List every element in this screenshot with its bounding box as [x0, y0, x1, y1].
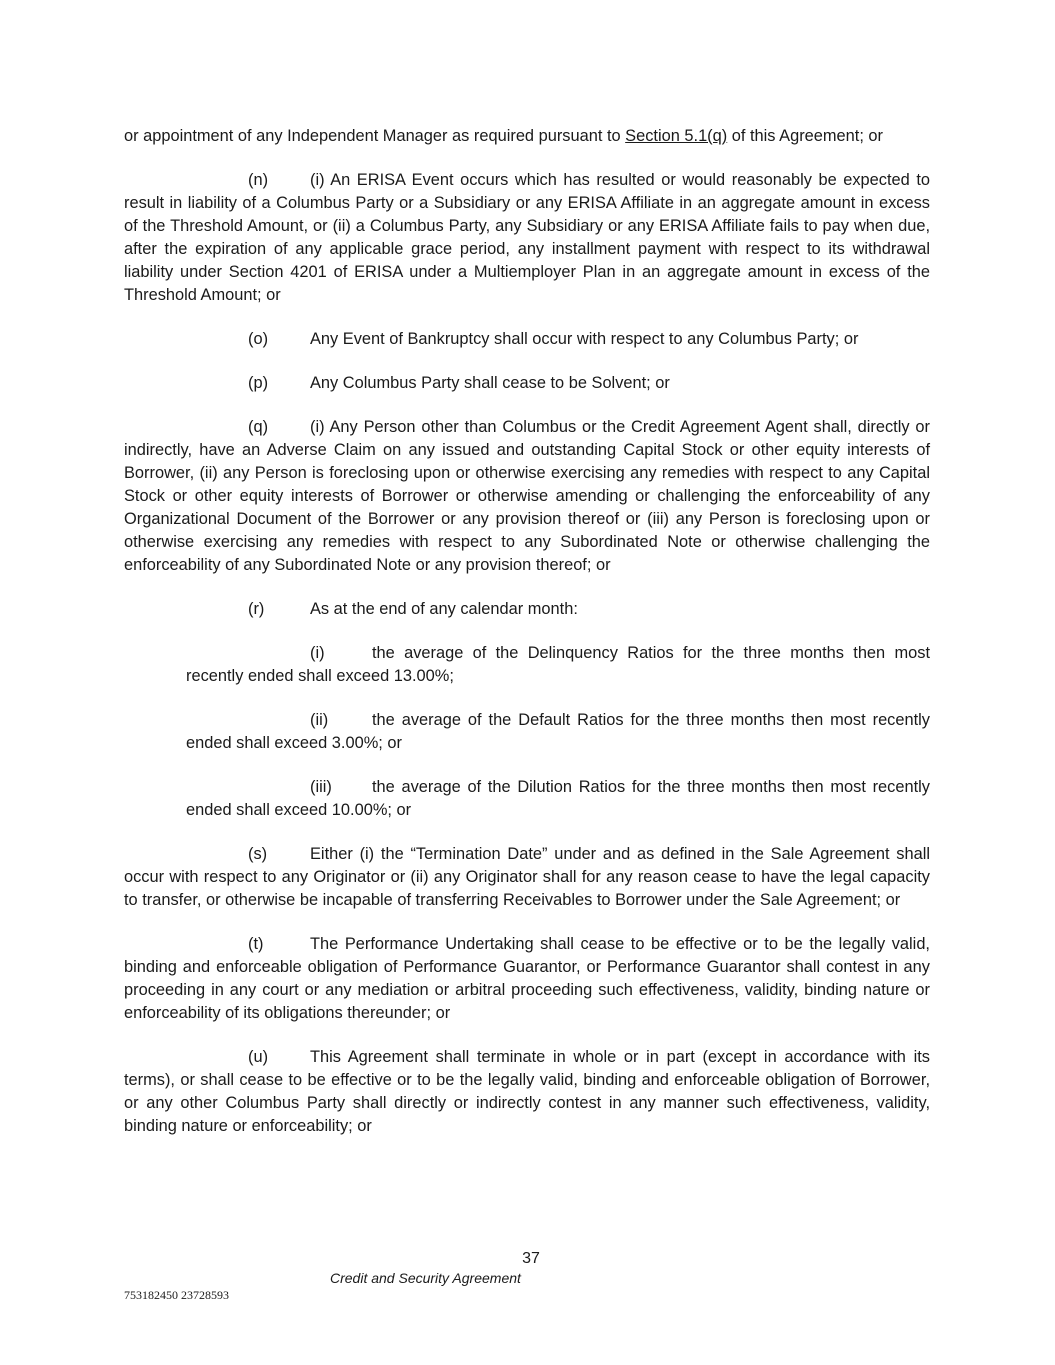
clause-p	[124, 372, 930, 395]
clause-text: Any Columbus Party shall cease to be Solvent; or	[310, 374, 670, 392]
clause-n	[124, 169, 930, 307]
document-id: 753182450 23728593	[124, 1288, 229, 1302]
clause-label: (p)	[248, 374, 269, 392]
clause-s	[124, 843, 930, 912]
clause-r	[124, 598, 930, 621]
clause-label: (o)	[248, 330, 269, 348]
subclause-r-i	[186, 642, 930, 688]
clause-label: (u)	[248, 1048, 269, 1066]
clause-label: (q)	[248, 418, 269, 436]
clause-text: As at the end of any calendar month:	[310, 600, 578, 618]
document-body	[124, 125, 930, 1138]
clause-label: (r)	[248, 600, 265, 618]
section-reference: Section 5.1(q)	[625, 127, 728, 145]
subclause-text: the average of the Delinquency Ratios for the three months then most recently ended shall exceed 13.00%;	[186, 644, 930, 685]
clause-o	[124, 328, 930, 351]
clause-t	[124, 933, 930, 1025]
page-number: 37	[522, 1250, 540, 1267]
subclause-text: the average of the Dilution Ratios for the three months then most recently ended shall exceed 10.00%; or	[186, 778, 930, 819]
intro-paragraph: or appointment of any Independent Manager as required pursuant to Section 5.1(q) of this Agreement; or	[124, 127, 884, 145]
subclause-r-ii	[186, 709, 930, 755]
clause-label: (s)	[248, 845, 268, 863]
subclause-r-iii	[186, 776, 930, 822]
clause-text: Any Event of Bankruptcy shall occur with respect to any Columbus Party; or	[310, 330, 859, 348]
clause-text: (i) Any Person other than Columbus or the Credit Agreement Agent shall, directly or indirectly, have an Adverse Claim on any issued and outstanding Capital Stock or other equity interests of Borrower, (ii) any Person is foreclosing upon or otherwise exercising any remedies with respect to any Capital Stock or other equity interests of Borrower or otherwise amending or challenging the enforceability of any Organizational Document of the Borrower or any provision thereof or (iii) any Person is foreclosing upon or otherwise exercising any remedies with respect to any Subordinated Note or otherwise challenging the enforceability of any Subordinated Note or any provision thereof; or	[124, 418, 930, 574]
clause-label: (t)	[248, 935, 264, 953]
clause-text: Either (i) the “Termination Date” under and as defined in the Sale Agreement shall occur with respect to any Originator or (ii) any Originator shall for any reason cease to have the legal capacity to transfer, or otherwise be incapable of transferring Receivables to Borrower under the Sale Agreement; or	[124, 845, 930, 909]
clause-label: (n)	[248, 171, 269, 189]
clause-u	[124, 1046, 930, 1138]
clause-q	[124, 416, 930, 577]
subclause-label: (i)	[310, 644, 325, 662]
clause-text: (i) An ERISA Event occurs which has resulted or would reasonably be expected to result in liability of a Columbus Party or a Subsidiary or any ERISA Affiliate in an aggregate amount in excess of the Threshold Amount, or (ii) a Columbus Party, any Subsidiary or any ERISA Affiliate fails to pay when due, after the expiration of any applicable grace period, any installment payment with respect to its withdrawal liability under Section 4201 of ERISA under a Multiemployer Plan in an aggregate amount in excess of the Threshold Amount; or	[124, 171, 930, 304]
subclause-text: the average of the Default Ratios for the three months then most recently ended shall exceed 3.00%; or	[186, 711, 930, 752]
subclause-label: (ii)	[310, 711, 329, 729]
subclause-label: (iii)	[310, 778, 332, 796]
footer-title: Credit and Security Agreement	[330, 1270, 521, 1286]
clause-text: The Performance Undertaking shall cease to be effective or to be the legally valid, binding and enforceable obligation of Performance Guarantor, or Performance Guarantor shall contest in any proceeding in any court or any mediation or arbitral proceeding such effectiveness, validity, binding nature or enforceability of its obligations thereunder; or	[124, 935, 930, 1022]
clause-text: This Agreement shall terminate in whole or in part (except in accordance with its terms), or shall cease to be effective or to be the legally valid, binding and enforceable obligation of Borrower, or any other Columbus Party shall directly or indirectly contest in any manner such effectiveness, validity, binding nature or enforceability; or	[124, 1048, 930, 1135]
